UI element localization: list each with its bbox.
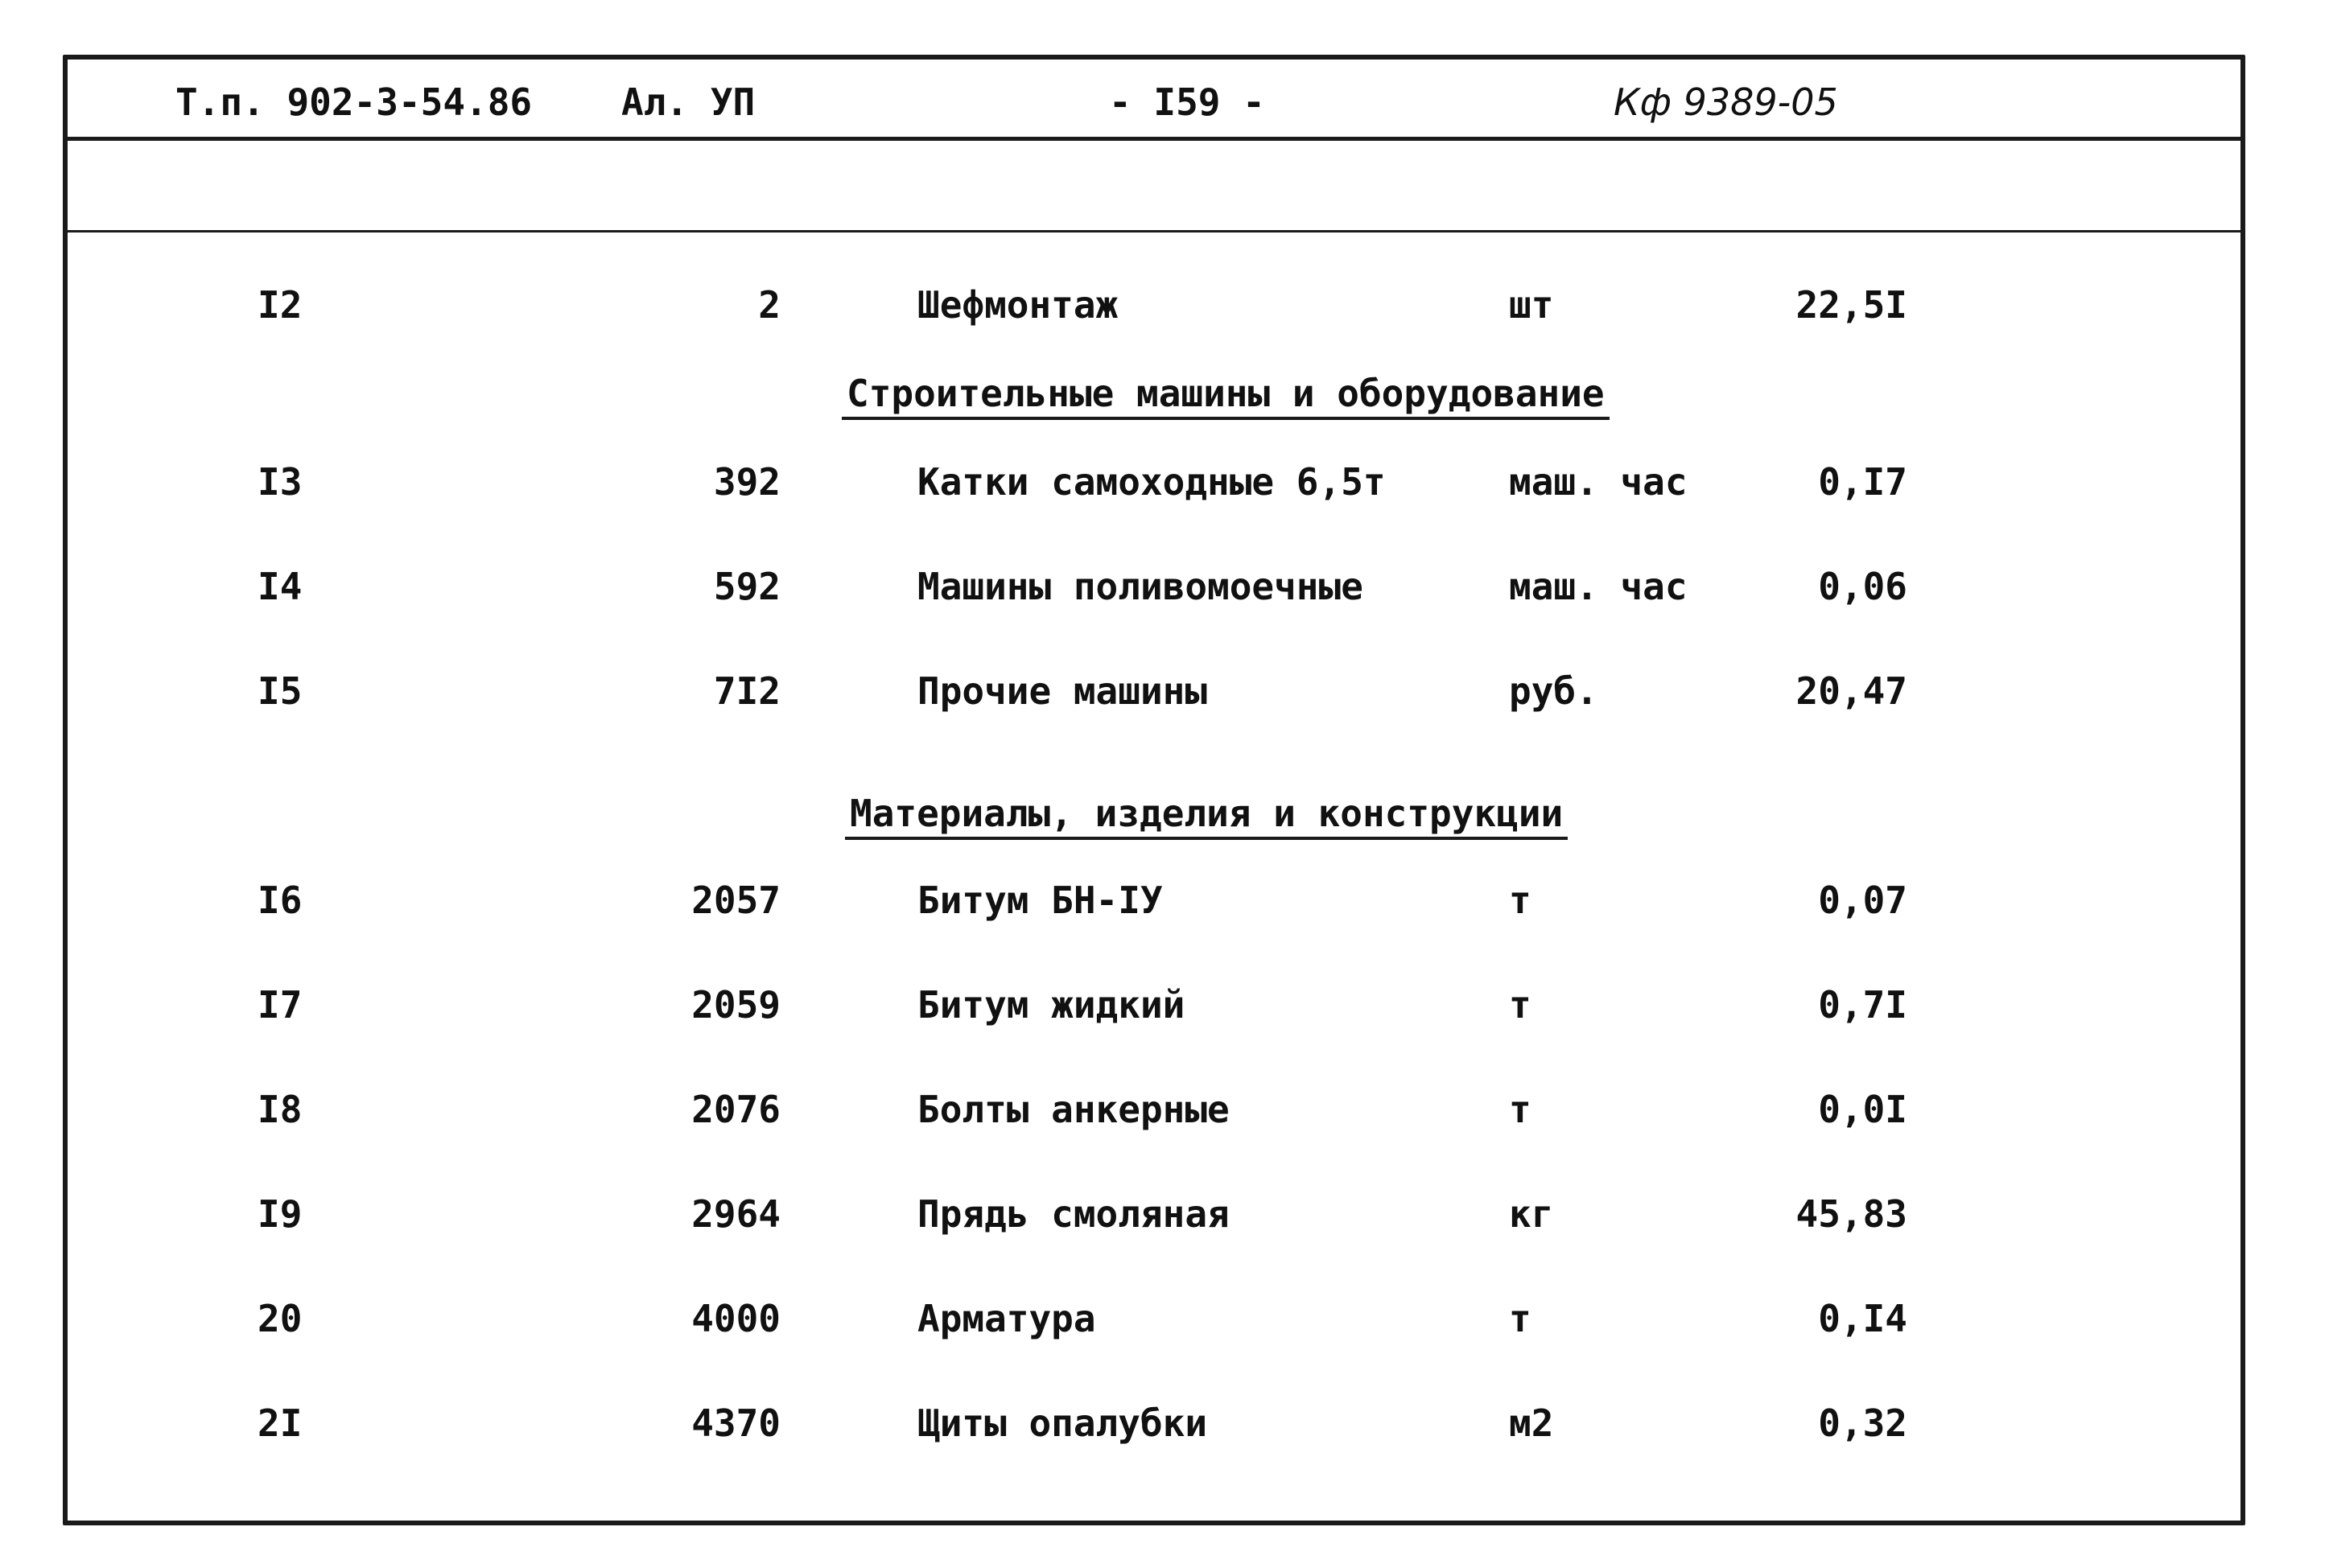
row-number: 2I — [258, 1401, 303, 1445]
page-number: - I59 - — [1109, 80, 1265, 124]
row-unit: шт — [1509, 283, 1554, 327]
row-unit: маш. час — [1509, 460, 1688, 504]
row-unit: руб. — [1509, 669, 1598, 713]
row-unit: т — [1509, 1297, 1531, 1340]
row-code: 4370 — [691, 1401, 781, 1445]
row-value: 0,7I — [1818, 983, 1907, 1027]
row-value: 0,32 — [1818, 1401, 1907, 1445]
row-value: 0,0I — [1818, 1088, 1907, 1131]
row-value: 0,I7 — [1818, 460, 1907, 504]
row-value: 0,07 — [1818, 879, 1907, 922]
section-heading-machines: Строительные машины и оборудование — [842, 372, 1610, 420]
row-code: 2057 — [691, 879, 781, 922]
row-name: Машины поливомоечные — [917, 565, 1363, 608]
row-unit: кг — [1509, 1192, 1554, 1236]
album-number: Ал. УП — [621, 80, 756, 124]
project-code: Т.п. 902-3-54.86 — [175, 80, 533, 124]
row-name: Щиты опалубки — [917, 1401, 1208, 1445]
row-code: 2 — [758, 283, 781, 327]
row-number: I4 — [258, 565, 303, 608]
row-unit: маш. час — [1509, 565, 1688, 608]
row-number: I2 — [258, 283, 303, 327]
row-number: I3 — [258, 460, 303, 504]
row-name: Прочие машины — [917, 669, 1208, 713]
row-value: 0,I4 — [1818, 1297, 1907, 1340]
row-code: 2059 — [691, 983, 781, 1027]
row-unit: т — [1509, 879, 1531, 922]
row-name: Болты анкерные — [917, 1088, 1230, 1131]
row-name: Арматура — [917, 1297, 1096, 1340]
document-number: Кф 9389-05 — [1614, 80, 1838, 124]
row-code: 592 — [713, 565, 781, 608]
row-name: Катки самоходные 6,5т — [917, 460, 1386, 504]
row-code: 4000 — [691, 1297, 781, 1340]
row-code: 2076 — [691, 1088, 781, 1131]
row-number: I9 — [258, 1192, 303, 1236]
section-heading-materials: Материалы, изделия и конструкции — [845, 792, 1568, 840]
table-frame — [63, 55, 2245, 1525]
header-divider — [68, 137, 2240, 141]
row-unit: т — [1509, 1088, 1531, 1131]
row-code: 2964 — [691, 1192, 781, 1236]
table-top-divider — [68, 230, 2240, 233]
row-unit: м2 — [1509, 1401, 1554, 1445]
row-name: Битум БН-IУ — [917, 879, 1163, 922]
row-name: Шефмонтаж — [917, 283, 1119, 327]
row-name: Битум жидкий — [917, 983, 1185, 1027]
row-value: 22,5I — [1795, 283, 1907, 327]
row-value: 20,47 — [1795, 669, 1907, 713]
row-number: I7 — [258, 983, 303, 1027]
row-number: 20 — [258, 1297, 303, 1340]
row-number: I5 — [258, 669, 303, 713]
row-code: 7I2 — [713, 669, 781, 713]
row-number: I8 — [258, 1088, 303, 1131]
row-value: 45,83 — [1795, 1192, 1907, 1236]
row-value: 0,06 — [1818, 565, 1907, 608]
row-unit: т — [1509, 983, 1531, 1027]
row-name: Прядь смоляная — [917, 1192, 1230, 1236]
row-code: 392 — [713, 460, 781, 504]
row-number: I6 — [258, 879, 303, 922]
